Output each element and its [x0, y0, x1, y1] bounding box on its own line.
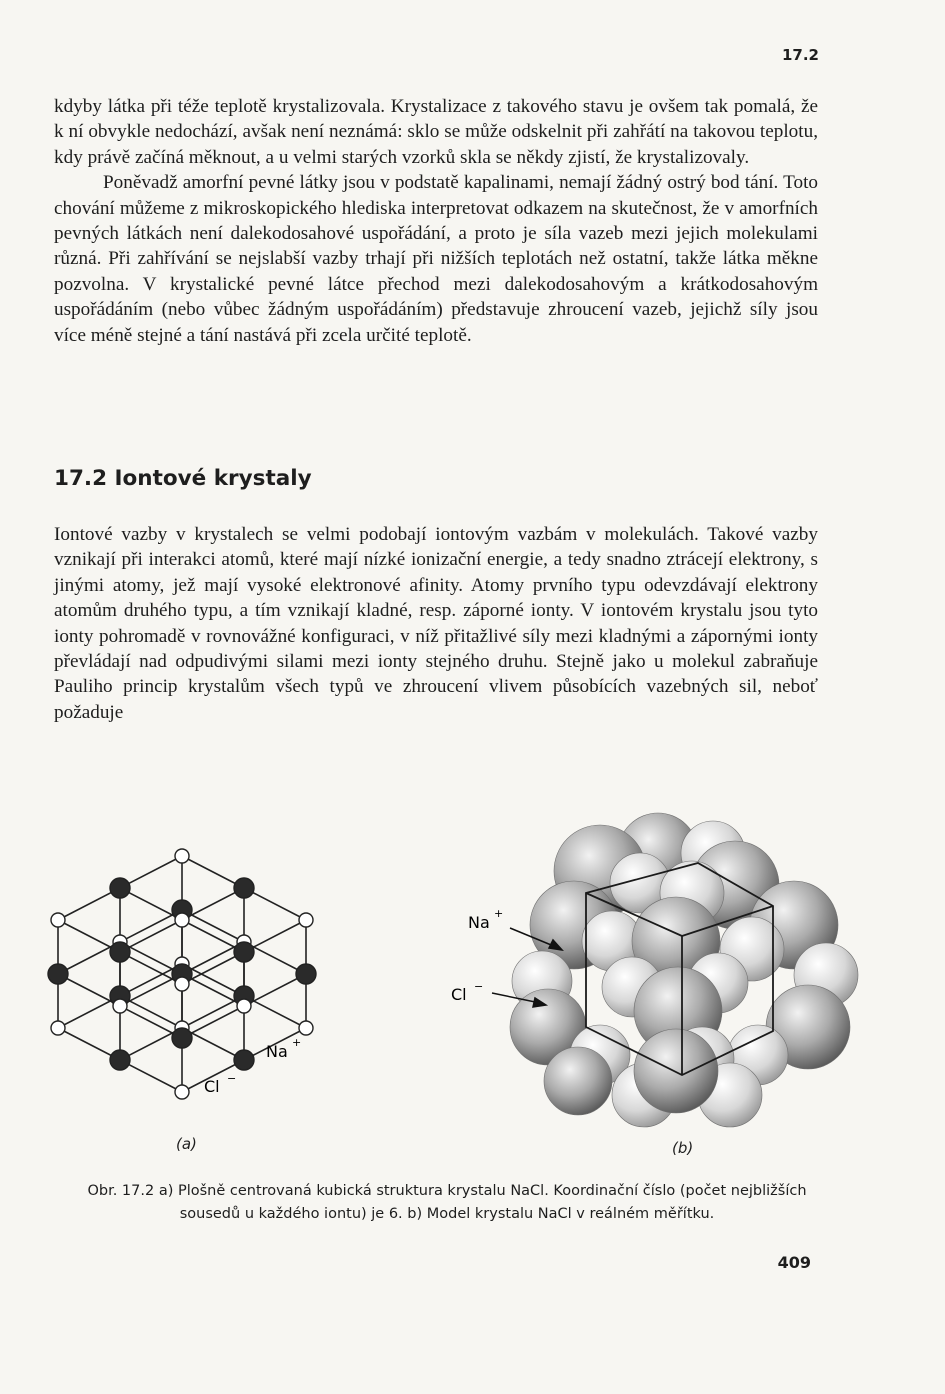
label-cl-b-charge: − [474, 980, 484, 993]
cl-ion [172, 1028, 192, 1048]
body-text-section [54, 522, 818, 725]
cl-ion [110, 1050, 130, 1070]
na-ion [299, 913, 313, 927]
na-ion [299, 1021, 313, 1035]
section-heading: 17.2 Iontové krystaly [54, 466, 312, 491]
paragraph: kdyby látka při téže teplotě krystalizovala. Krystalizace z takového stavu je ovšem tak pomalá, že k ní obvykle nedochází, avšak není neznámá: sklo se může odskelnit při zahřátí na takovou teplotu, kdy právě začíná měknout, a u velmi starých vzorků skla se někdy zjistí, že krystalizovaly. [54, 96, 818, 168]
cl-ion [110, 942, 130, 962]
cl-sphere [544, 1047, 612, 1115]
figure-drawing [0, 765, 945, 1185]
page-number: 409 [777, 1253, 811, 1272]
label-cl-a-charge: − [227, 1072, 237, 1085]
cl-ion [296, 964, 316, 984]
na-ion [51, 913, 65, 927]
label-na-a-charge: + [292, 1036, 302, 1049]
cl-ion [110, 878, 130, 898]
na-ion [175, 913, 189, 927]
label-na-b-charge: + [494, 907, 504, 920]
space-filling-model [510, 813, 858, 1127]
figure-17-2 [0, 765, 945, 1185]
cl-ion [48, 964, 68, 984]
body-text-top [54, 94, 818, 348]
caption-line: Obr. 17.2 a) Plošně centrovaná kubická struktura krystalu NaCl. Koordinační číslo (počet nejbližších [87, 1183, 807, 1199]
paragraph: Poněvadž amorfní pevné látky jsou v podstatě kapalinami, nemají žádný ostrý bod tání. Toto chování můžeme z mikroskopického hlediska interpretovat odkazem na skutečnost, že v amorfních pevných látkách není dalekodosahové uspořádání, a proto je síla vazeb mezi jejich molekulami různá. Při zahřívání se nejslabší vazby trhají při nižších teplotách než ostatní, takže látka měkne pozvolna. V krystalické pevné látce přechod mezi dalekodosahovým a krátkodosahovým uspořádáním (nebo vůbec žádným uspořádáním) představuje zhroucení vazeb, jejichž síly jsou více méně stejné a tání nastává při zcela určité teplotě. [54, 172, 818, 346]
na-ion [51, 1021, 65, 1035]
cl-ion [234, 1050, 254, 1070]
na-ion [237, 999, 251, 1013]
label-cl-b: Cl [451, 985, 467, 1004]
subfigure-label-b: (b) [672, 1139, 694, 1157]
cl-ion [234, 942, 254, 962]
subfigure-label-a: (a) [176, 1135, 197, 1153]
label-na-b: Na [468, 913, 490, 932]
label-cl-a: Cl [204, 1077, 220, 1096]
running-header-section: 17.2 [781, 46, 819, 64]
na-ion [175, 1085, 189, 1099]
paragraph: Iontové vazby v krystalech se velmi podobají iontovým vazbám v molekulách. Takové vazby vznikají při interakci atomů, které mají nízké ionizační energie, a tedy snadno ztrácejí elektrony, s jinými atomy, jež mají vysoké elektronové afinity. Atomy prvního typu odevzdávají elektrony atomům druhého typu, a tím vznikají kladné, resp. záporné ionty. V iontovém krystalu jsou tyto ionty pohromadě v rovnovážné konfiguraci, v níž přitažlivé síly mezi kladnými a zápornými ionty převládají nad odpudivými silami mezi ionty stejného druhu. Stejně jako u molekul zabraňuje Pauliho princip krystalům všech typů ve zhroucení vlivem působících vazebných sil, neboť požaduje [54, 524, 818, 723]
na-ion [175, 977, 189, 991]
fcc-lattice-diagram [48, 849, 316, 1099]
na-ion [113, 999, 127, 1013]
figure-caption [52, 1180, 842, 1226]
label-na-a: Na [266, 1042, 288, 1061]
cl-ion [234, 878, 254, 898]
caption-line: sousedů u každého iontu) je 6. b) Model krystalu NaCl v reálném měřítku. [179, 1206, 715, 1222]
na-ion [175, 849, 189, 863]
